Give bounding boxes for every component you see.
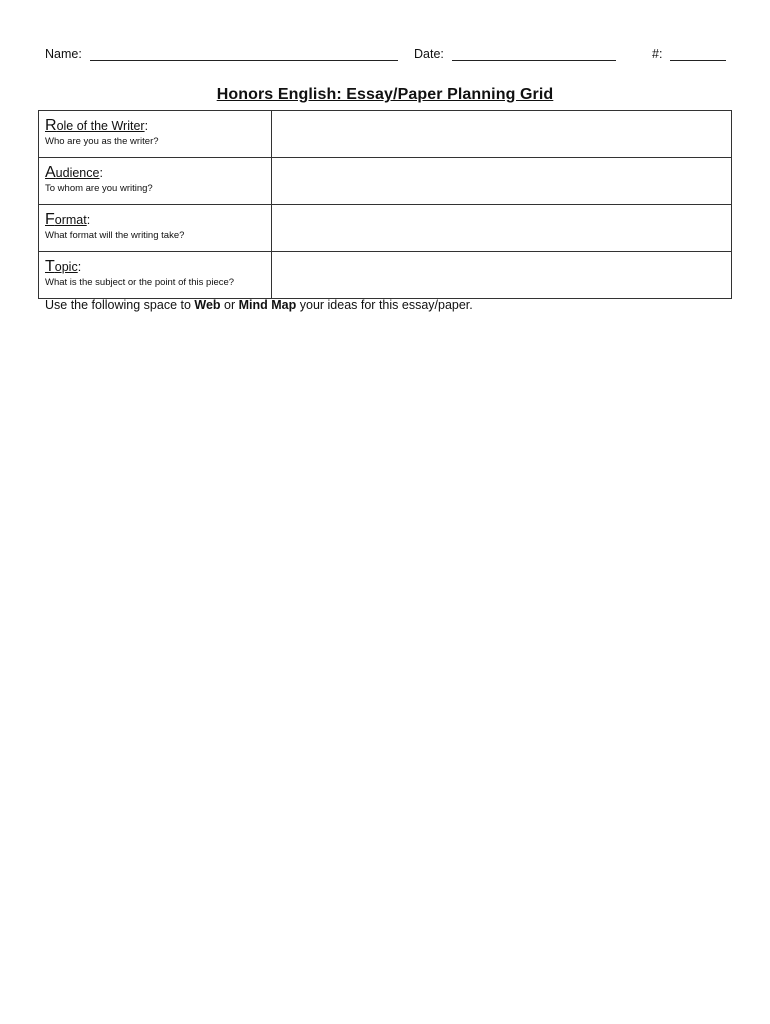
instructions-web: Web — [194, 298, 221, 312]
planning-grid — [38, 110, 732, 299]
number-blank-line[interactable] — [670, 46, 726, 61]
format-colon: : — [86, 213, 91, 227]
audience-label: udience — [55, 166, 100, 180]
format-label-cell — [39, 205, 272, 252]
date-blank-line[interactable] — [452, 46, 616, 61]
instructions-text-3: your ideas for this essay/paper. — [296, 298, 473, 312]
name-blank-line[interactable] — [90, 46, 398, 61]
topic-answer-cell[interactable] — [272, 252, 732, 299]
grid-row-format — [39, 205, 732, 252]
audience-answer-cell[interactable] — [272, 158, 732, 205]
name-field[interactable] — [45, 46, 398, 61]
instructions-mind-map: Mind Map — [238, 298, 297, 312]
page-title: Honors English: Essay/Paper Planning Grid — [216, 86, 554, 103]
mind-map-space[interactable] — [38, 320, 732, 1000]
grid-row-role — [39, 111, 732, 158]
instructions-text-2: or — [220, 298, 239, 312]
topic-question: What is the subject or the point of this piece? — [45, 277, 235, 288]
student-info-header — [45, 46, 727, 66]
topic-first-letter: T — [45, 258, 55, 275]
format-first-letter: F — [45, 211, 55, 228]
mind-map-instructions — [45, 298, 473, 312]
topic-colon: : — [77, 260, 82, 274]
audience-colon: : — [99, 166, 103, 180]
date-field[interactable] — [414, 46, 616, 61]
role-first-letter: R — [45, 117, 57, 134]
format-question: What format will the writing take? — [45, 230, 185, 241]
format-label: ormat — [54, 213, 87, 227]
number-field[interactable] — [652, 46, 726, 61]
topic-label: opic — [54, 260, 78, 274]
role-colon: : — [144, 119, 149, 133]
role-question: Who are you as the writer? — [45, 136, 159, 147]
date-label: Date: — [414, 47, 444, 61]
role-label-cell — [39, 111, 272, 158]
format-answer-cell[interactable] — [272, 205, 732, 252]
number-label: #: — [652, 47, 663, 61]
role-answer-cell[interactable] — [272, 111, 732, 158]
name-label: Name: — [45, 47, 82, 61]
audience-question: To whom are you writing? — [45, 183, 153, 194]
topic-label-cell — [39, 252, 272, 299]
grid-row-audience — [39, 158, 732, 205]
role-label: ole of the Writer — [56, 119, 145, 133]
audience-label-cell — [39, 158, 272, 205]
audience-first-letter: A — [45, 164, 56, 181]
grid-row-topic — [39, 252, 732, 299]
instructions-text-1: Use the following space to — [45, 298, 195, 312]
